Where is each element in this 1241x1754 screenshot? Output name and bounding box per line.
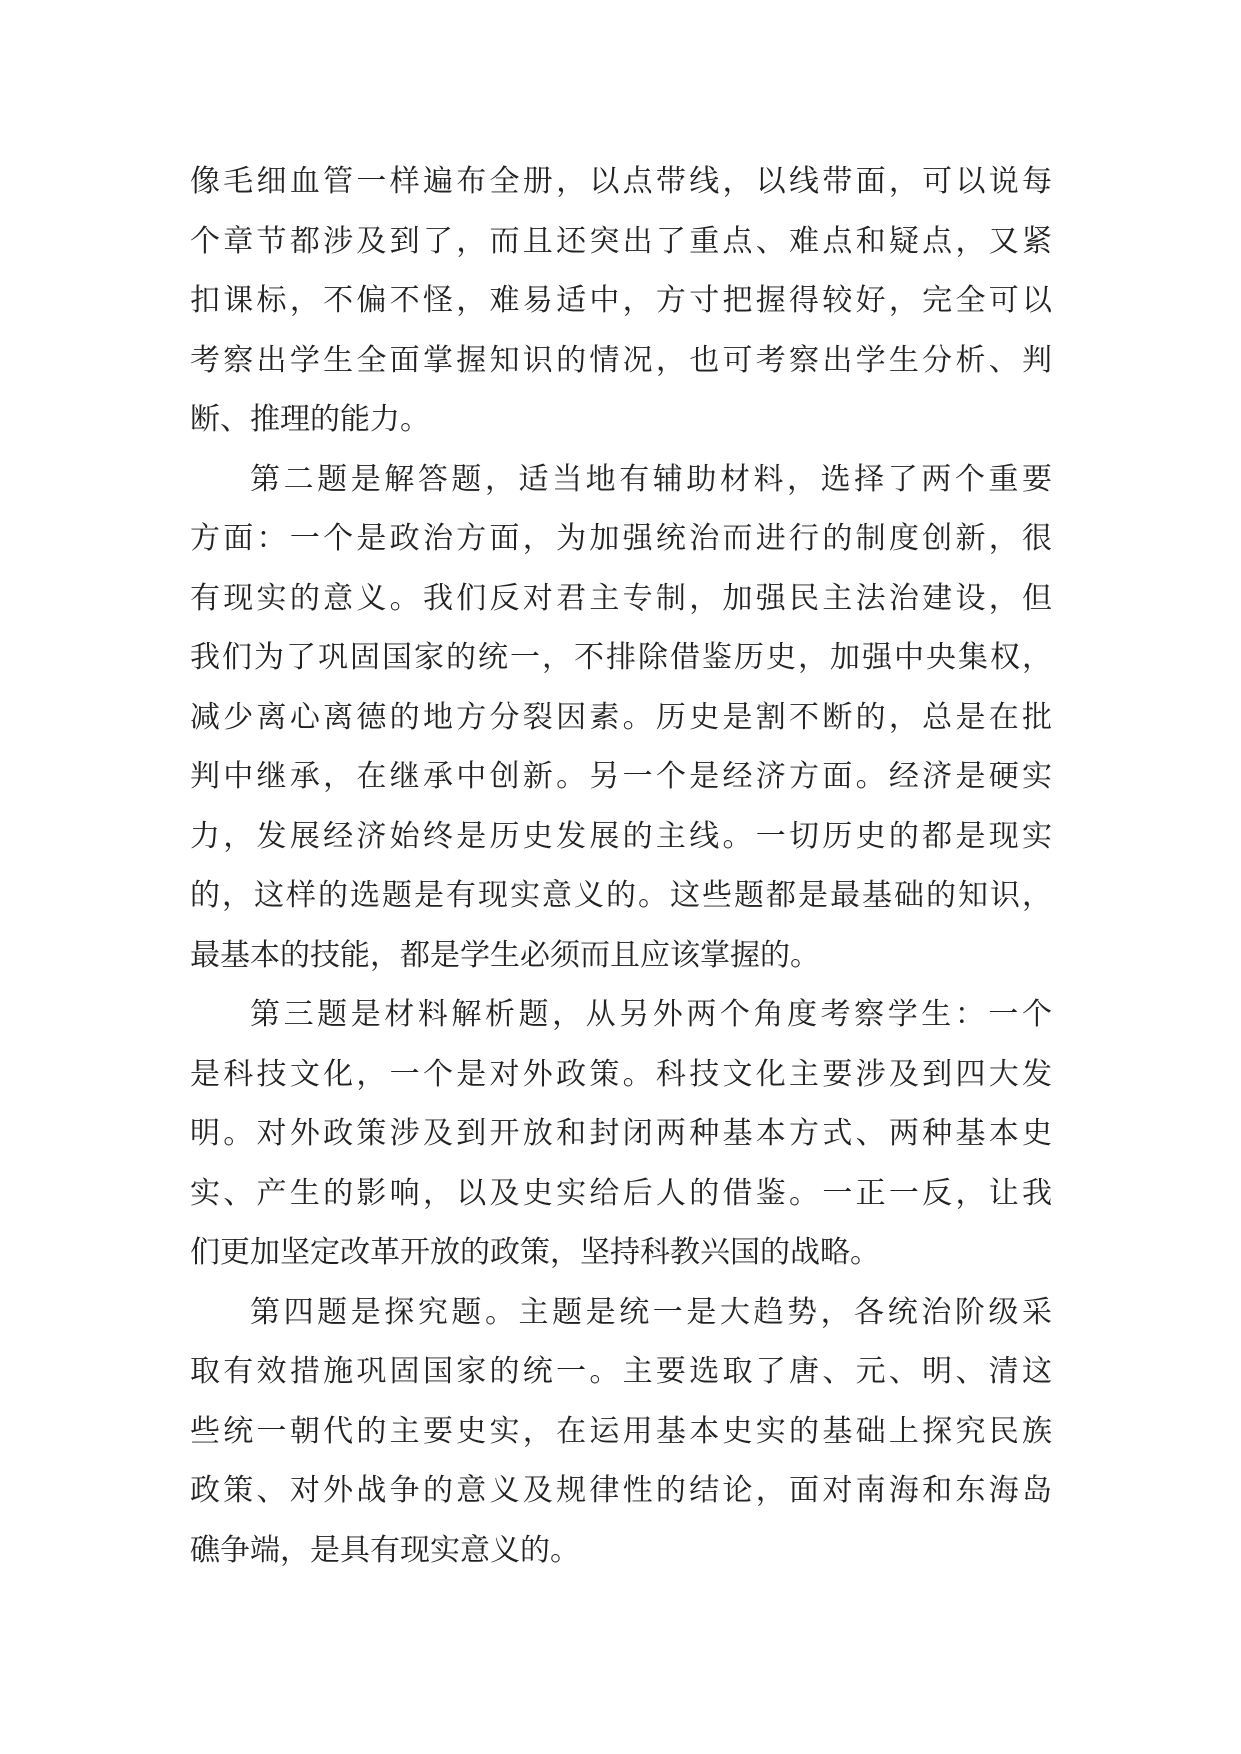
paragraph-line: 们更加坚定改革开放的政策，坚持科教兴国的战略。 (190, 1235, 880, 1270)
paragraph-line: 像毛细血管一样遍布全册，以点带线，以线带面，可以说每 (190, 164, 1052, 199)
paragraph-line: 第四题是探究题。主题是统一是大趋势，各统治阶级采 (250, 1294, 1052, 1330)
paragraph-line: 是科技文化，一个是对外政策。科技文化主要涉及到四大发 (190, 1056, 1052, 1092)
paragraph-line: 力，发展经济始终是历史发展的主线。一切历史的都是现实 (190, 818, 1052, 854)
paragraph-line: 取有效措施巩固国家的统一。主要选取了唐、元、明、清这 (190, 1354, 1052, 1389)
paragraph-4 (190, 1283, 1052, 1581)
paragraph-line: 我们为了巩固国家的统一，不排除借鉴历史，加强中央集权， (190, 640, 1052, 675)
paragraph-line: 断、推理的能力。 (190, 402, 430, 437)
paragraph-line: 扣课标，不偏不怪，难易适中，方寸把握得较好，完全可以 (190, 283, 1052, 318)
paragraph-line: 第二题是解答题，适当地有辅助材料，选择了两个重要 (250, 461, 1052, 497)
document-body (190, 152, 1052, 1580)
paragraph-line: 方面：一个是政治方面，为加强统治而进行的制度创新，很 (190, 521, 1052, 556)
paragraph-line: 判中继承，在继承中创新。另一个是经济方面。经济是硬实 (190, 759, 1052, 794)
paragraph-2 (190, 450, 1052, 986)
paragraph-line: 有现实的意义。我们反对君主专制，加强民主法治建设，但 (190, 580, 1052, 616)
paragraph-3 (190, 985, 1052, 1283)
paragraph-line: 考察出学生全面掌握知识的情况，也可考察出学生分析、判 (190, 342, 1052, 378)
paragraph-line: 减少离心离德的地方分裂因素。历史是割不断的，总是在批 (190, 699, 1052, 735)
paragraph-line: 的，这样的选题是有现实意义的。这些题都是最基础的知识， (190, 878, 1052, 913)
paragraph-line: 政策、对外战争的意义及规律性的结论，面对南海和东海岛 (190, 1473, 1052, 1508)
paragraph-line: 明。对外政策涉及到开放和封闭两种基本方式、两种基本史 (190, 1116, 1052, 1151)
paragraph-line: 最基本的技能，都是学生必须而且应该掌握的。 (190, 937, 820, 973)
paragraph-line: 些统一朝代的主要史实，在运用基本史实的基础上探究民族 (190, 1413, 1052, 1449)
paragraph-line: 第三题是材料解析题，从另外两个角度考察学生：一个 (250, 997, 1052, 1032)
paragraph-1 (190, 152, 1052, 450)
paragraph-line: 个章节都涉及到了，而且还突出了重点、难点和疑点，又紧 (190, 223, 1052, 259)
paragraph-line: 礁争端，是具有现实意义的。 (190, 1532, 580, 1568)
paragraph-line: 实、产生的影响，以及史实给后人的借鉴。一正一反，让我 (190, 1175, 1052, 1211)
